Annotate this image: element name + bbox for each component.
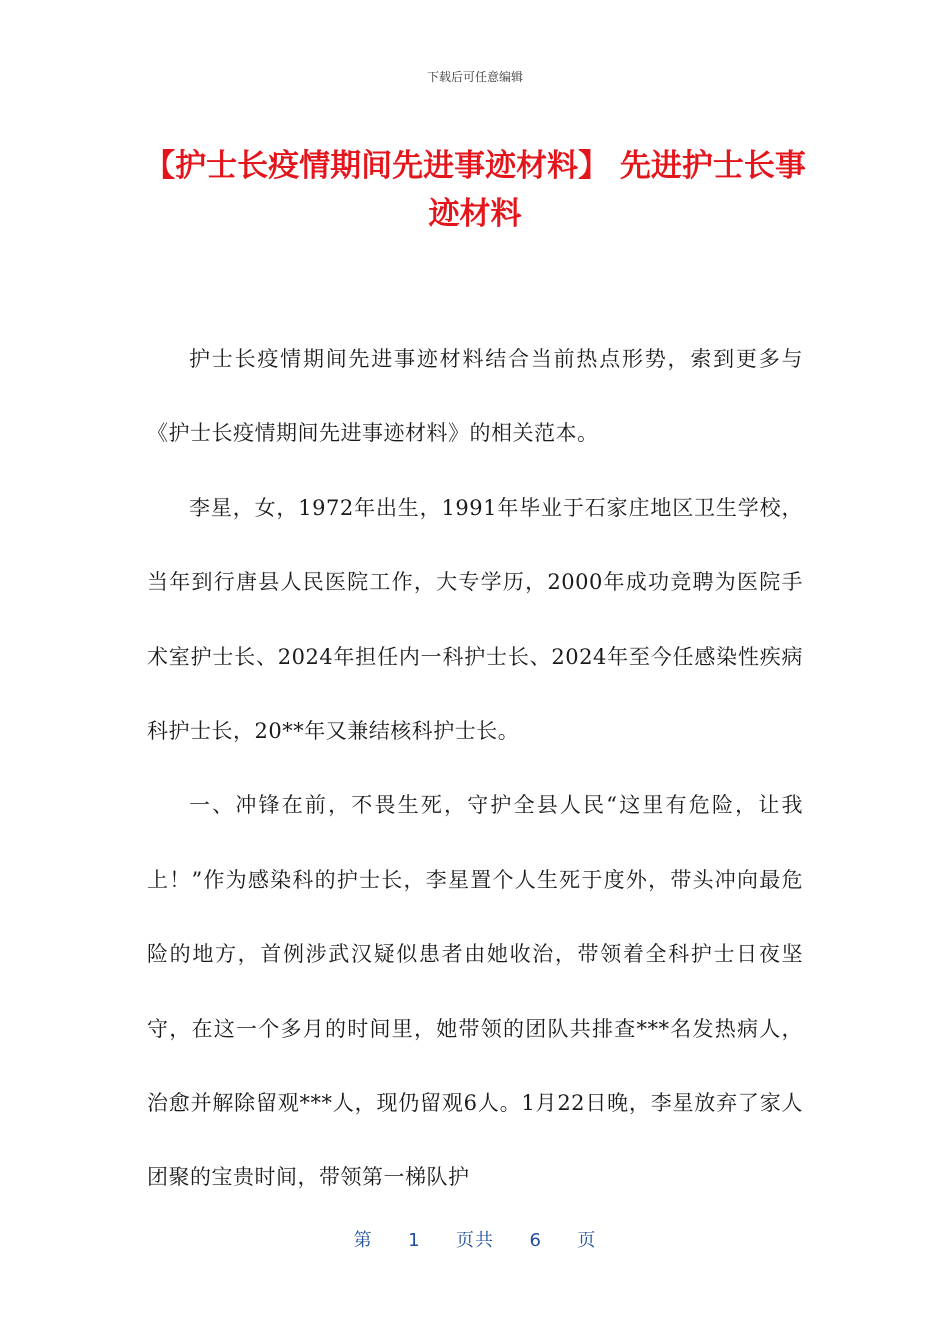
paragraph-intro: 护士长疫情期间先进事迹材料结合当前热点形势，索到更多与《护士长疫情期间先进事迹材料》的相关范本。 [147,347,803,446]
paragraph-section-one: 一、冲锋在前，不畏生死，守护全县人民“这里有危险，让我上！”作为感染科的护士长，李星置个人生死于度外，带头冲向最危险的地方，首例涉武汉疑似患者由她收治，带领着全科护士日夜坚守，在这一个多月的时间里，她带领的团队共排查***名发热病人，治愈并解除留观***人，现仍留观6人。1月22日晚，李星放弃了家人团聚的宝贵时间，带领第一梯队护 [147,793,803,1190]
footer-prefix: 第 [353,1230,373,1251]
document-body [147,322,803,1215]
page-footer [0,1226,950,1252]
footer-suffix: 页 [577,1230,597,1251]
footer-current-page: 1 [408,1230,421,1251]
paragraph-biography: 李星，女，1972年出生，1991年毕业于石家庄地区卫生学校，当年到行唐县人民医院工作，大专学历，2000年成功竞聘为医院手术室护士长、2024年担任内一科护士长、2024年至今任感染性疾病科护士长，20**年又兼结核科护士长。 [147,495,803,744]
footer-total-pages: 6 [529,1230,542,1251]
header-note: 下载后可任意编辑 [426,70,523,84]
footer-middle: 页共 [456,1230,494,1251]
document-title: 【护士长疫情期间先进事迹材料】 先进护士长事迹材料 [144,148,806,232]
